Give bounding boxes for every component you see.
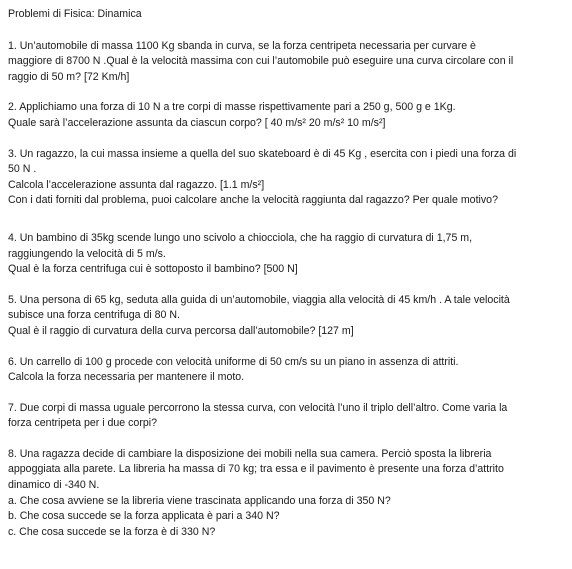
problem-4: 4. Un bambino di 35kg scende lungo uno scivolo a chiocciola, che ha raggio di curvatura di 1,75 m, raggiungendo la velocità di 5 m/s. Qual è la forza centrifuga cui è sottoposto il bambino? [500 N] (8, 231, 473, 276)
problem-5: 5. Una persona di 65 kg, seduta alla guida di un’automobile, viaggia alla velocità di 45 km/h . A tale velocità subisce una forza centrifuga di 80 N. Qual è il raggio di curvatura della curva percorsa dall’automobile? [127 m] (8, 293, 510, 337)
problem-3: 3. Un ragazzo, la cui massa insieme a quella del suo skateboard è di 45 Kg , esercita con i piedi una forza di 50 N . Calcola l’accelerazione assunta dal ragazzo. [1.1 m/s²] Con i dati forniti dal problema, puoi calcolare anche la velocità raggiunta dal ragazzo? Per quale motivo? (8, 147, 517, 207)
problem-7: 7. Due corpi di massa uguale percorrono la stessa curva, con velocità l’uno il triplo dell’altro. Come varia la forza centripeta per i due corpi? (8, 401, 508, 430)
problem-2: 2. Applichiamo una forza di 10 N a tre corpi di masse rispettivamente pari a 250 g, 500 g e 1Kg. Quale sarà l’accelerazione assunta da ciascun corpo? [ 40 m/s² 20 m/s² 10 m/s²] (8, 101, 456, 129)
problem-1: 1. Un’automobile di massa 1100 Kg sbanda in curva, se la forza centripeta necessaria per curvare è maggiore di 8700 N .Qual è la velocità massima con cui l’automobile può eseguire una curva circolare con il raggio di 50 m? [72 Km/h] (8, 39, 514, 83)
problem-8: 8. Una ragazza decide di cambiare la disposizione dei mobili nella sua camera. Perciò sposta la libreria appoggiata alla parete. La libreria ha massa di 70 kg; tra essa e il pavimento è presente una forza d’attrito dinamico di -340 N. a. Che cosa avviene se la libreria viene trascinata applicando una forza di 350 N? b. Che cosa succede se la forza applicata è pari a 340 N? c. Che cosa succede se la forza è di 330 N? (8, 447, 504, 538)
problem-6: 6. Un carrello di 100 g procede con velocità uniforme di 50 cm/s su un piano in assenza di attriti. Calcola la forza necessaria per mantenere il moto. (8, 355, 459, 384)
document-title: Problemi di Fisica: Dinamica (8, 8, 142, 20)
